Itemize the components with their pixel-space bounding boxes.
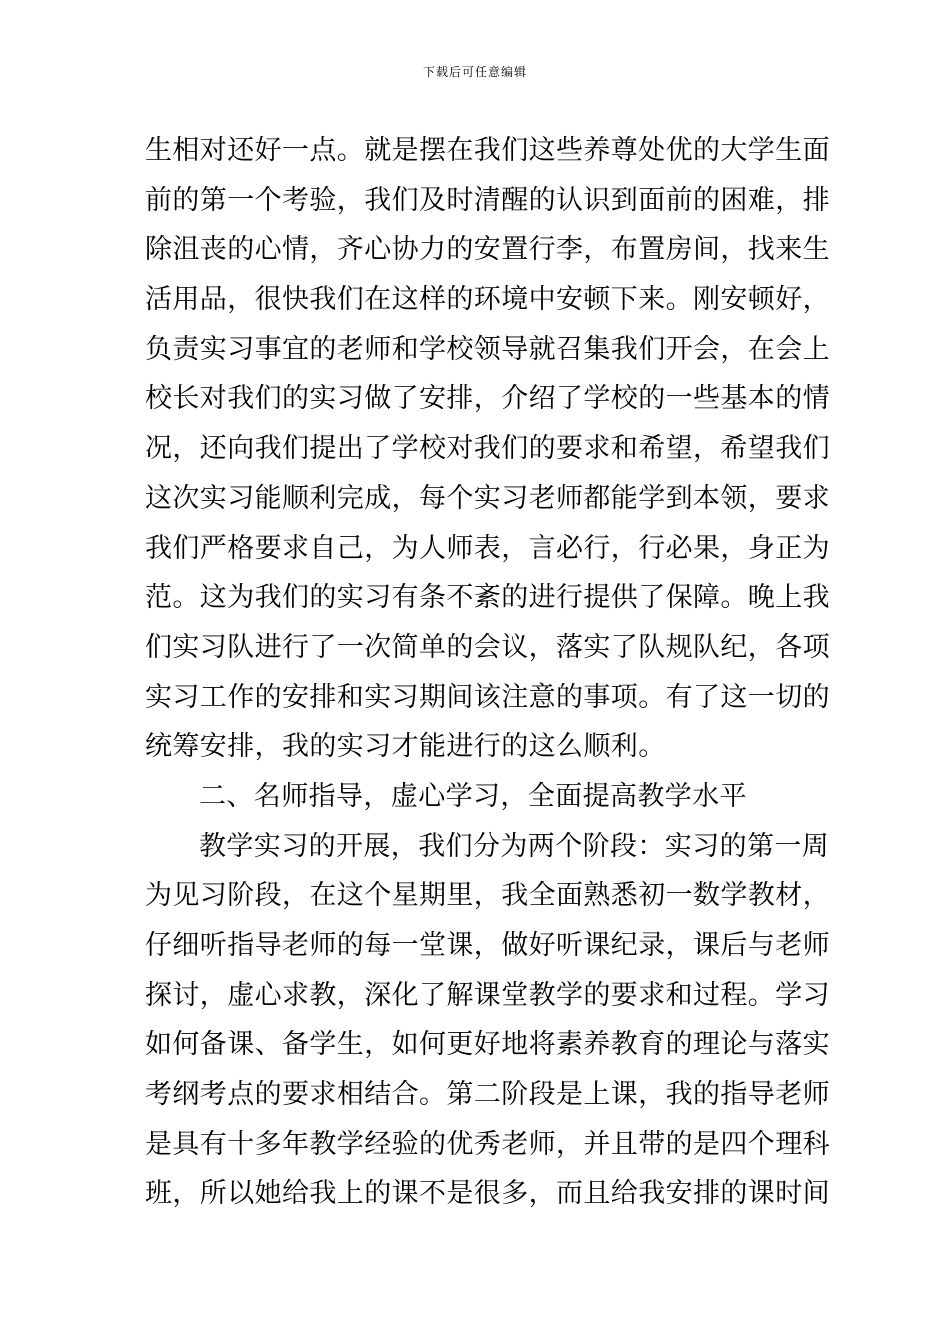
text-line: 仔细听指导老师的每一堂课，做好听课纪录，课后与老师	[145, 930, 830, 961]
section-heading: 二、名师指导，虚心学习，全面提高教学水平	[199, 780, 747, 812]
text-line: 为见习阶段，在这个星期里，我全面熟悉初一数学教材，	[145, 880, 830, 912]
document-body	[145, 126, 830, 1219]
text-line: 除沮丧的心情，齐心协力的安置行李，布置房间，找来生	[145, 234, 830, 266]
text-line: 是具有十多年教学经验的优秀老师，并且带的是四个理科	[145, 1128, 830, 1160]
text-line: 考纲考点的要求相结合。第二阶段是上课，我的指导老师	[145, 1079, 830, 1111]
text-line: 班，所以她给我上的课不是很多，而且给我安排的课时间	[145, 1178, 830, 1210]
text-line: 统筹安排，我的实习才能进行的这么顺利。	[145, 731, 666, 763]
text-line: 校长对我们的实习做了安排，介绍了学校的一些基本的情	[145, 383, 830, 415]
text-line: 如何备课、备学生，如何更好地将素养教育的理论与落实	[145, 1029, 830, 1061]
text-line: 们实习队进行了一次简单的会议，落实了队规队纪，各项	[145, 631, 830, 663]
text-line: 我们严格要求自己，为人师表，言必行，行必果，身正为	[145, 532, 830, 564]
text-line: 负责实习事宜的老师和学校领导就召集我们开会，在会上	[145, 333, 830, 365]
text-line: 实习工作的安排和实习期间该注意的事项。有了这一切的	[145, 681, 830, 713]
page-header: 下载后可任意编辑	[422, 65, 527, 79]
text-line: 范。这为我们的实习有条不紊的进行提供了保障。晚上我	[145, 582, 830, 614]
text-line: 探讨，虚心求教，深化了解课堂教学的要求和过程。学习	[145, 979, 830, 1011]
text-line: 活用品，很快我们在这样的环境中安顿下来。刚安顿好，	[145, 284, 830, 316]
text-line: 生相对还好一点。就是摆在我们这些养尊处优的大学生面	[145, 135, 830, 166]
text-line: 这次实习能顺利完成，每个实习老师都能学到本领，要求	[145, 482, 830, 514]
paragraph-first-line: 教学实习的开展，我们分为两个阶段：实习的第一周	[199, 830, 830, 862]
text-line: 前的第一个考验，我们及时清醒的认识到面前的困难，排	[145, 184, 830, 216]
text-line: 况，还向我们提出了学校对我们的要求和希望，希望我们	[145, 433, 830, 465]
